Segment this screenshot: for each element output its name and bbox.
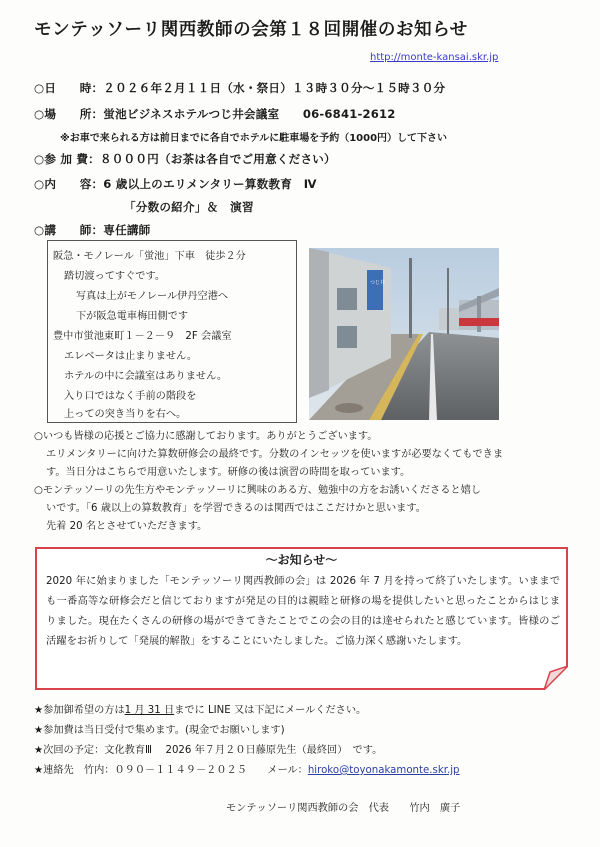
- content-label: ○内 容：: [34, 177, 104, 191]
- lecturer-label: ○講 師：: [34, 223, 104, 237]
- access-line: 写真は上がモノレール伊丹空港へ: [76, 291, 229, 302]
- apply-row: [34, 702, 366, 720]
- page-title: モンテッソーリ関西教師の会第１８回開催のお知らせ: [34, 20, 468, 40]
- date-value: ２０２６年２月１１日（水・祭日）１３時３０分～１５時３０分: [103, 81, 446, 95]
- contact-email-link[interactable]: hiroko@toyonakamonte.skr.jp: [307, 765, 460, 776]
- page-curl-icon: [544, 666, 568, 690]
- contact-phone: ★連絡先 竹内：０９０－１１４９－２０２５ メール：: [34, 765, 308, 776]
- next-session: ★次回の予定：文化教育Ⅲ 2026 年７月２０日藤原先生（最終回） です。: [34, 745, 383, 756]
- access-line: 入り口ではなく手前の階段を: [64, 391, 197, 402]
- lecturer-value: 専任講師: [103, 223, 151, 237]
- street-scene-image: [309, 248, 499, 420]
- photo-sign-text: つじ井: [370, 280, 386, 286]
- access-line: 下が阪急電車梅田側です: [76, 311, 189, 322]
- message-line: ○いつも皆様の応援とご協力に感謝しております。ありがとうございます。: [34, 431, 378, 442]
- message-line: ○モンテッソーリの先生方やモンテッソーリに興味のある方、勉強中の方をお誘いくださると嬉し: [34, 485, 481, 496]
- hotel-street-photo: [309, 248, 499, 420]
- fee-note: ★参加費は当日受付で集めます。(現金でお願いします): [34, 725, 285, 736]
- place-row: [34, 106, 396, 122]
- place-value: 蛍池ビジネスホテルつじ井会議室 06-6841-2612: [103, 107, 396, 121]
- date-label: ○日 時：: [34, 81, 104, 95]
- access-line: エレベータは止まりません。: [64, 351, 198, 362]
- date-row: [34, 80, 445, 96]
- place-label: ○場 所：: [34, 107, 104, 121]
- message-line: いです。「6 歳以上の算数教育」を学習できるのは関西ではここだけかと思います。: [46, 503, 426, 514]
- website-link[interactable]: http://monte-kansai.skr.jp: [370, 52, 499, 63]
- apply-post: までに LINE 又は下記にメールください。: [174, 705, 367, 716]
- access-line: 踏切渡ってすぐです。: [64, 271, 166, 282]
- access-line: 阪急・モノレール「蛍池」下車 徒歩２分: [53, 251, 246, 262]
- apply-deadline: 1 月 31 日: [124, 705, 175, 716]
- access-line: 豊中市蛍池東町１－２－９ 2F 会議室: [53, 331, 232, 342]
- lecturer-row: [34, 222, 150, 238]
- content-value: 6 歳以上のエリメンタリー算数教育 Ⅳ: [103, 177, 317, 191]
- message-line: エリメンタリーに向けた算数研修会の最終です。分数のインセッツを使いますが必要なくてもできま: [46, 449, 504, 460]
- apply-pre: ★参加御希望の方は: [34, 705, 125, 716]
- fee-label: ○参 加 費：: [34, 152, 100, 166]
- access-line: ホテルの中に会議室はありません。: [64, 371, 228, 382]
- content-row: [34, 176, 317, 192]
- contact-row: [34, 762, 460, 780]
- fee-value: ８０００円（お茶は各自でご用意ください）: [99, 152, 336, 166]
- notice-text: 2020 年に始まりました「モンテッソーリ関西教師の会」は 2026 年 7 月を持って終了いたします。いままでも一番高等な研修会だと信じておりますが発足の目的は親睦と研修の場を提供したいと思ったことからはじまりました。現在たくさんの研修の場ができてきたことでこの会の目的は達せられたと感じています。皆様のご活躍をお祈りして「発展的解散」をすることにいたしました。ご協力深く感謝いたします。: [46, 575, 560, 647]
- fee-row: [34, 151, 336, 167]
- notice-title: ～お知らせ～: [265, 553, 338, 567]
- message-line: 先着 20 名とさせていただきます。: [46, 521, 208, 532]
- signature: モンテッソーリ関西教師の会 代表 竹内 廣子: [226, 803, 461, 814]
- parking-note: ※お車で来られる方は前日までに各自でホテルに駐車場を予約（1000円）して下さい: [60, 133, 448, 144]
- access-info-box: [47, 240, 297, 423]
- content-subtitle: 「分数の紹介」＆ 演習: [124, 200, 254, 214]
- message-line: す。当日分はこちらで用意いたします。研修の後は演習の時間を取っています。: [46, 467, 411, 478]
- notice-box: [35, 547, 568, 690]
- access-line: 上っての突き当りを右へ。: [64, 409, 187, 420]
